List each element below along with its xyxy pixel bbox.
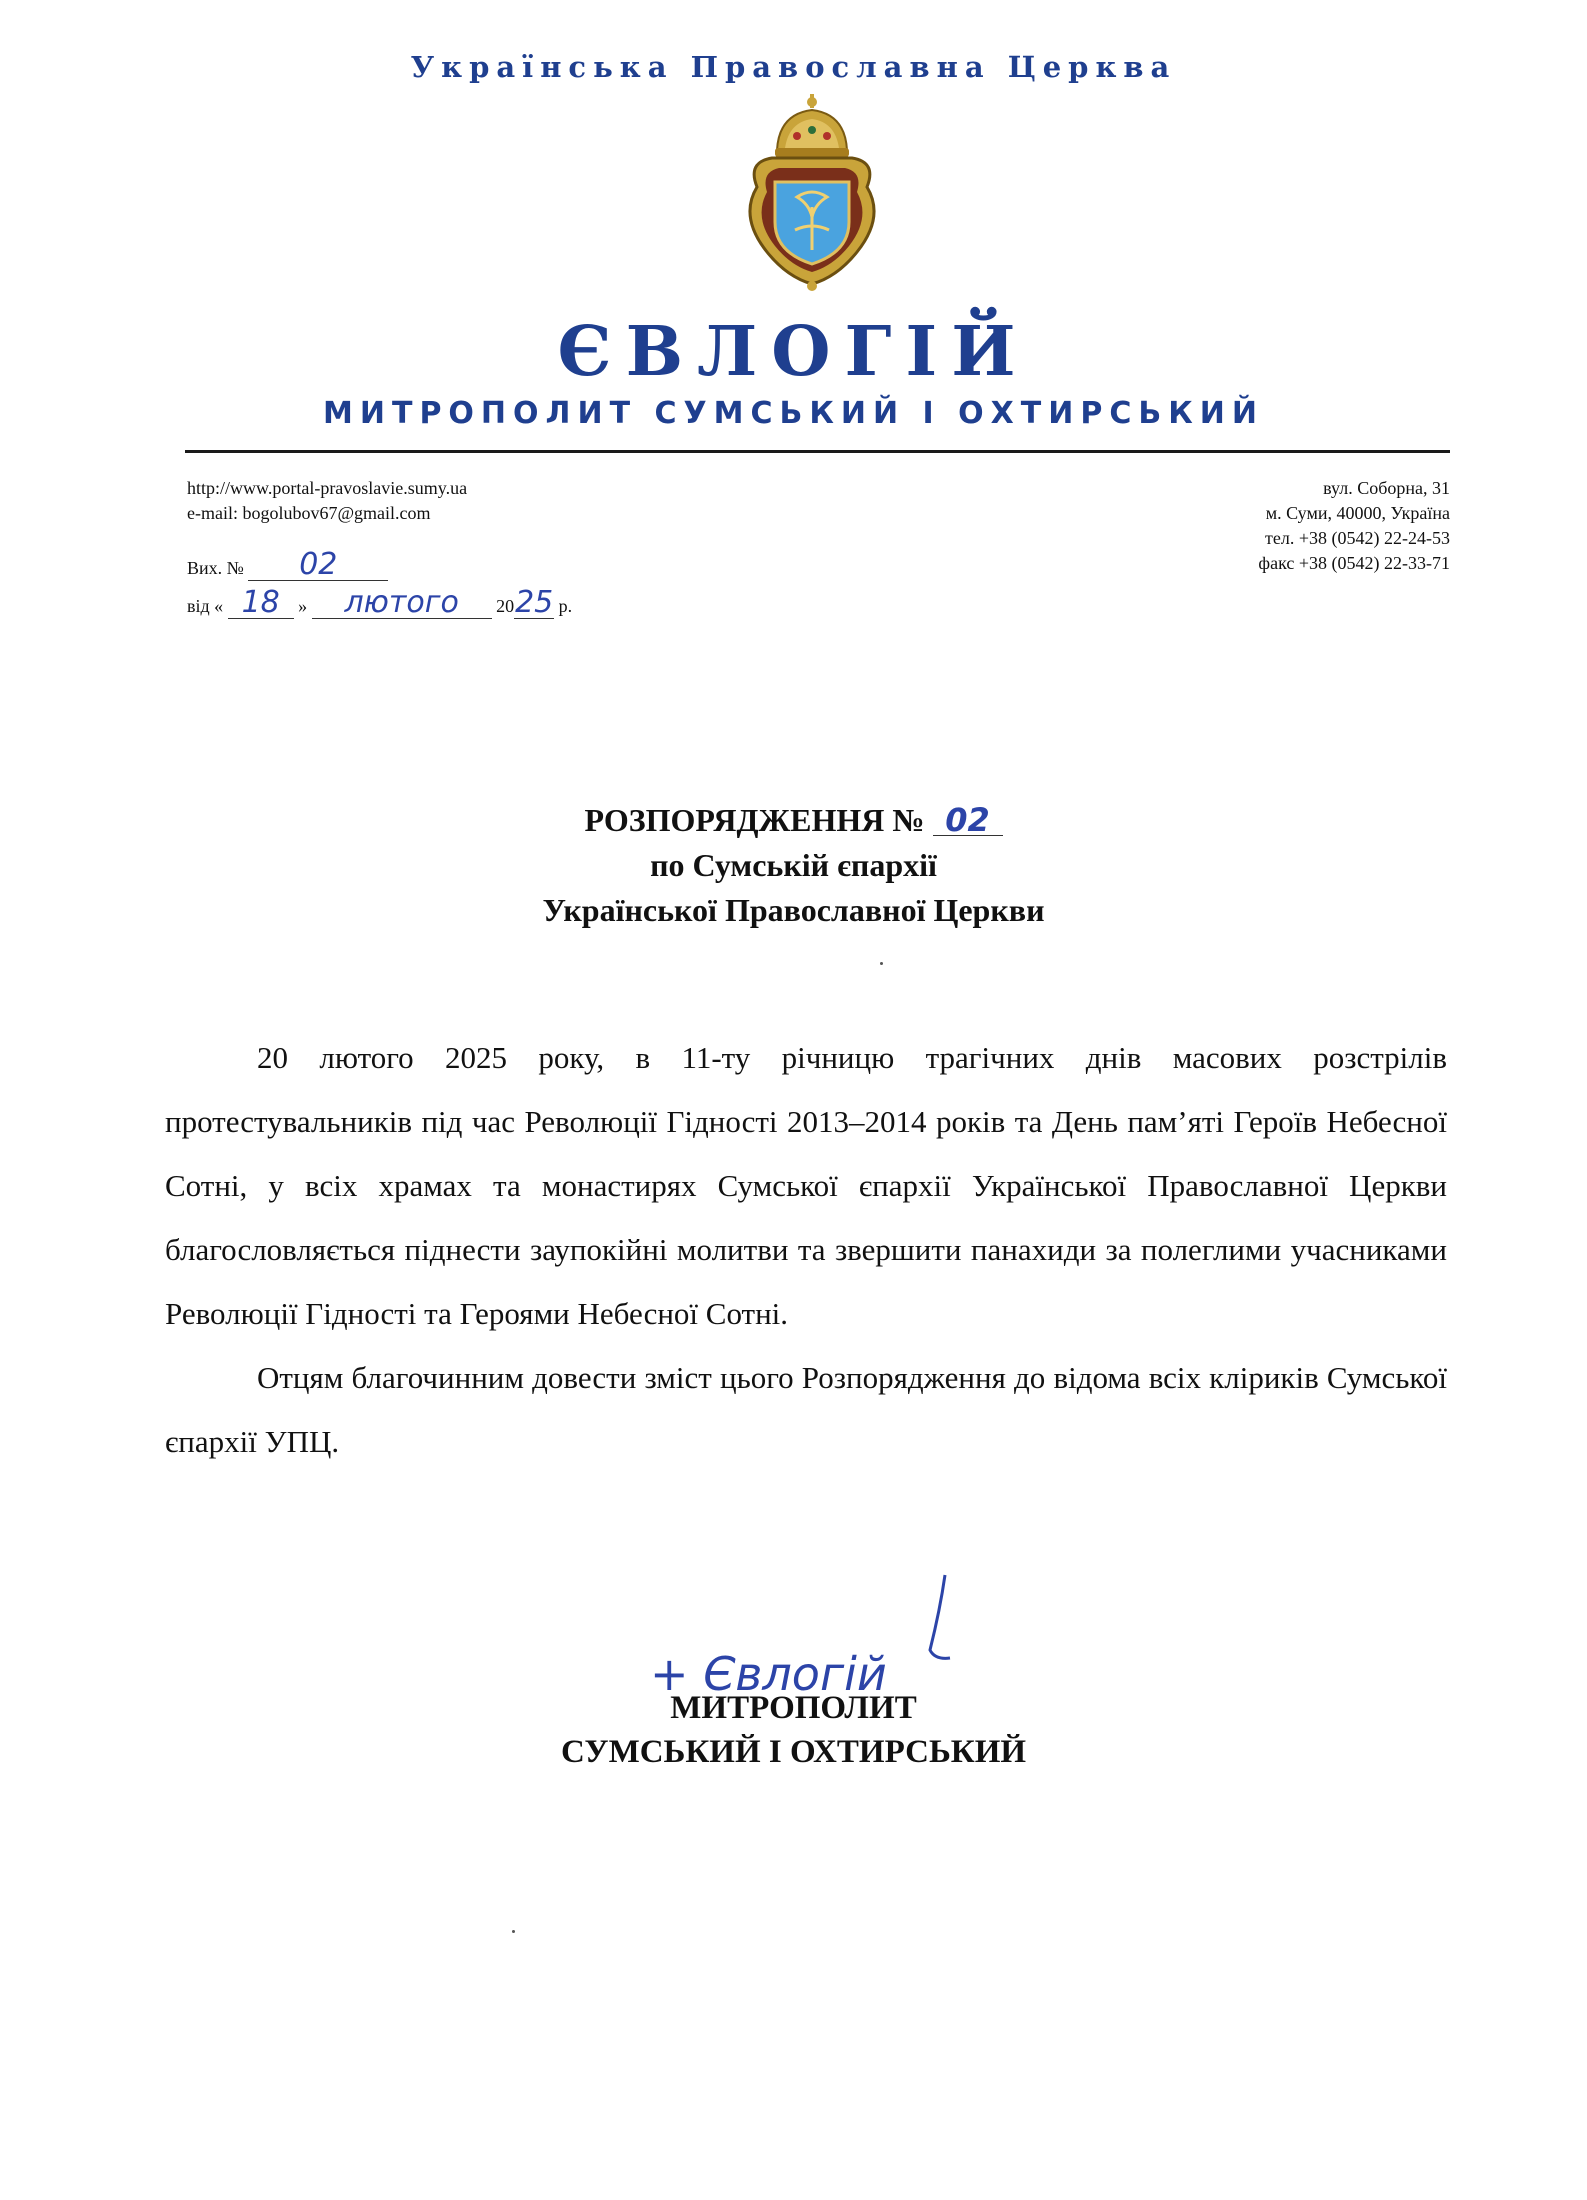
order-title-line1	[0, 798, 1587, 843]
outgoing-number-value: 02	[248, 550, 388, 581]
signatory-role-line1: МИТРОПОЛИТ	[670, 1690, 917, 1726]
outgoing-number-line	[187, 547, 388, 582]
year-suffix: 25	[515, 585, 554, 620]
outgoing-number-label: Вих. №	[187, 558, 244, 578]
order-body	[165, 1026, 1447, 1474]
year-prefix: 20	[496, 596, 515, 616]
person-name: ЄВЛОГІЙ	[557, 312, 1030, 392]
signature-text: + Євлогій	[650, 1647, 887, 1701]
body-paragraph-2: Отцям благочинним довести зміст цього Розпорядження до відома всіх кліриків Сумської єпархії УПЦ.	[165, 1360, 1447, 1459]
church-name: Українська Православна Церква	[410, 50, 1177, 84]
order-title-line2: по Сумській єпархії	[650, 847, 937, 883]
outgoing-date-line	[187, 585, 573, 620]
person-title: МИТРОПОЛИТ СУМСЬКИЙ І ОХТИРСЬКИЙ	[323, 396, 1264, 431]
street-address: вул. Соборна, 31	[1323, 478, 1450, 498]
signatory-role	[0, 1686, 1587, 1774]
signatory-role-line2: СУМСЬКИЙ І ОХТИРСЬКИЙ	[560, 1734, 1027, 1770]
date-day: 18	[228, 588, 294, 619]
order-title-block	[0, 798, 1587, 933]
fax-number: факс +38 (0542) 22-33-71	[1258, 553, 1450, 573]
website-link[interactable]: http://www.portal-pravoslavie.sumy.ua	[187, 478, 468, 498]
order-number: 02	[933, 805, 1003, 836]
date-month: лютого	[312, 588, 492, 619]
contact-left	[187, 476, 467, 526]
city-address: м. Суми, 40000, Україна	[1265, 503, 1450, 523]
date-prefix: від «	[187, 596, 224, 616]
date-close: »	[298, 596, 308, 616]
crest-icon	[737, 92, 887, 292]
body-paragraph-1: 20 лютого 2025 року, в 11-ту річницю трагічних днів масових розстрілів протестувальників під час Революції Гідності 2013–2014 років та День пам’яті Героїв Небесної Сотні, у всіх храмах та монастирях Сумської єпархії Української Православної Церкви благословляється піднести заупокійні молитви та звершити панахиди за полеглими учасниками Революції Гідності та Героями Небесної Сотні.	[165, 1040, 1447, 1331]
scan-speck	[880, 962, 883, 965]
phone-number: тел. +38 (0542) 22-24-53	[1265, 528, 1450, 548]
year-label: р.	[558, 596, 573, 616]
email-link[interactable]: e-mail: bogolubov67@gmail.com	[187, 503, 431, 523]
header-rule	[185, 450, 1450, 453]
order-title: РОЗПОРЯДЖЕННЯ №	[584, 802, 925, 838]
contact-right	[1258, 476, 1450, 576]
scan-speck	[512, 1930, 515, 1933]
order-title-line3: Української Православної Церкви	[542, 892, 1045, 928]
